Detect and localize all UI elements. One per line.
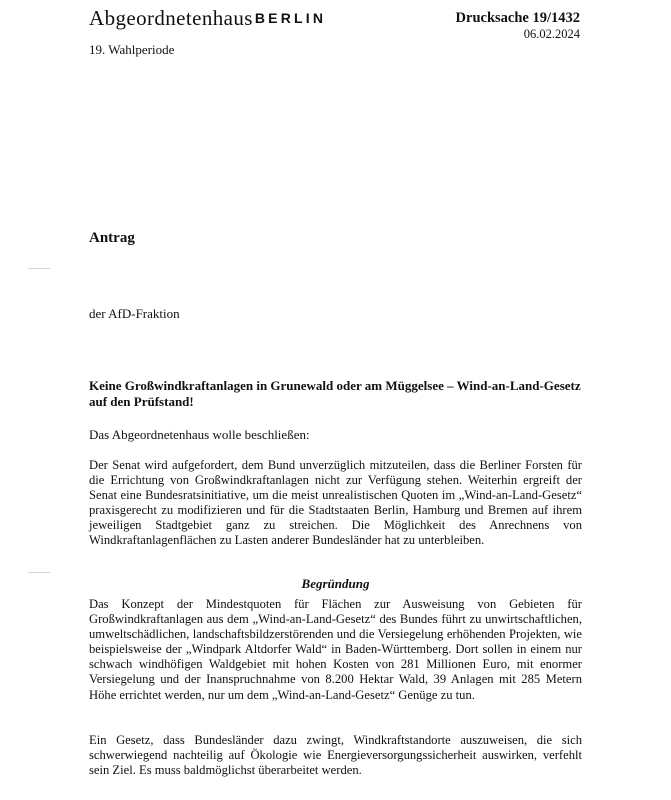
margin-mark-top [28,268,50,269]
document-date: 06.02.2024 [523,27,580,41]
motion-paragraph: Der Senat wird aufgefordert, dem Bund unverzüglich mitzuteilen, dass die Berliner Forsten für die Errichtung von Großwindkraftanlagen nicht zur Verfügung stehen. Weiterhin ergreift der Senat eine Bundesratsinitiative, um die meist unrealistischen Quoten im „Wind-an-Land-Gesetz“ praxisgerecht zu modifizieren und für die Stadtstaaten Berlin, Hamburg und Bremen auf ihrem jeweiligen Stadtgebiet ganz zu streichen. Die Möglichkeit des Anrechnens von Windkraftanlagenflächen zu Lasten anderer Bundesländer hat zu unterbleiben. [89,458,582,548]
brand-main-text: Abgeordnetenhaus [89,6,253,30]
document-type: Antrag [89,230,135,246]
submitter: der AfD-Fraktion [89,306,180,321]
intro-line: Das Abgeordnetenhaus wolle beschließen: [89,427,310,442]
begruendung-heading: Begründung [301,576,370,591]
legislative-period: 19. Wahlperiode [89,42,175,57]
motion-title: Keine Großwindkraftanlagen in Grunewald oder am Müggelsee – Wind-an-Land-Gesetz auf den Prüfstand! [89,378,581,409]
justification-paragraph-1: Das Konzept der Mindestquoten für Flächen zur Ausweisung von Gebieten für Großwindkraftanlagen aus dem „Wind-an-Land-Gesetz“ des Bundes führt zu unwirtschaftlichen, umweltschädlichen, landschaftsbildzerstörenden und die Versiegelung erhöhenden Projekten, wie beispielsweise der „Windpark Altdorfer Wald“ in Baden-Württemberg. Dort sollen in einem nur schwach windhöfigen Waldgebiet mit hohen Kosten von 281 Millionen Euro, mit enormer Versiegelung und der Inanspruchnahme von 8.200 Hektar Wald, 39 Anlagen mit 285 Metern Höhe errichtet werden, nur um dem „Wind-an-Land-Gesetz“ Genüge zu tun. [89,597,582,702]
justification-paragraph-2: Ein Gesetz, dass Bundesländer dazu zwingt, Windkraftstandorte auszuweisen, die sich schwerwiegend nachteilig auf Ökologie wie Energieversorgungssicherheit auswirken, verfehlt sein Ziel. Es muss baldmöglichst überarbeitet werden. [89,733,582,778]
margin-mark-bottom [28,572,50,573]
parliament-logo [89,6,326,31]
document-number: Drucksache 19/1432 [455,10,580,26]
brand-city-text: BERLIN [254,10,327,26]
